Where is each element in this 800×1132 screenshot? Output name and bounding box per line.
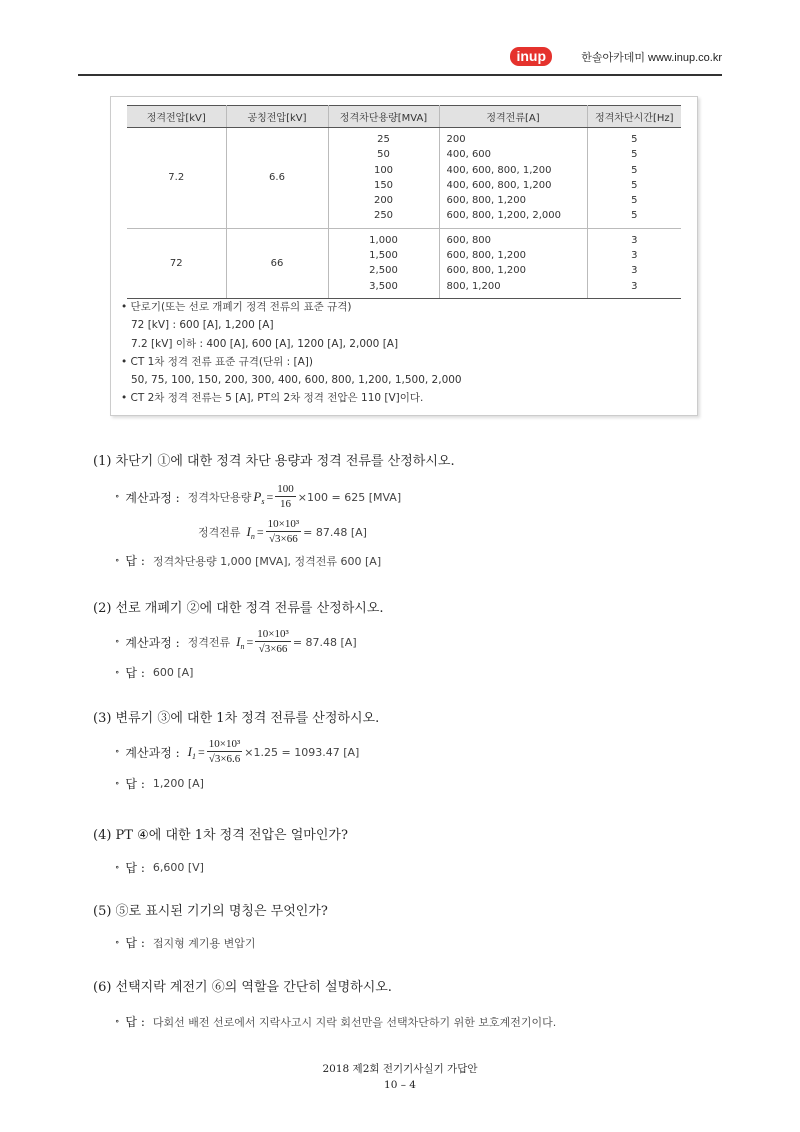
note-line: • 단로기(또는 선로 개폐기 정격 전류의 표준 규격) — [121, 301, 352, 313]
question-title: (2) 선로 개폐기 ②에 대한 정격 전류를 산정하시오. — [93, 601, 384, 616]
page-header — [78, 44, 722, 76]
time-value: 5 — [631, 134, 638, 145]
time-value: 3 — [631, 265, 638, 277]
formula-variable: $I_n$ — [246, 523, 255, 541]
question-title: (1) 차단기 ①에 대한 정격 차단 용량과 정격 전류를 산정하시오. — [93, 454, 455, 469]
formula-result: = 87.48 [A] — [303, 525, 367, 539]
capacity-value: 50 — [377, 149, 390, 161]
answer-line — [115, 552, 381, 569]
time-cell — [587, 128, 681, 229]
capacity-value: 25 — [377, 134, 390, 145]
calc-line: ∘ 계산과정 : 정격차단용량 $P_s$ = $\frac{100}{16}$ ×100 = 625 [MVA] — [115, 483, 402, 510]
time-cell — [587, 228, 681, 298]
capacity-value: 200 — [373, 195, 394, 207]
answer-text: 접지형 계기용 변압기 — [152, 936, 256, 950]
rating-table — [127, 105, 681, 299]
calc-line: ∘ 계산과정 : $I_1$ = $\frac{\text{10×10³}}{√3\times 6.6}$ ×1.25 = 1093.47 [A] — [115, 738, 360, 765]
answer-text: 6,600 [V] — [152, 861, 204, 874]
table-header: 정격전류[A] — [439, 106, 587, 128]
bullet-icon: ∘ — [115, 862, 120, 873]
answer-label: 답 : — [125, 554, 145, 568]
reference-box — [110, 96, 698, 416]
brand-text: 한솔아카데미 www.inup.co.kr — [581, 52, 722, 64]
current-value: 600, 800 — [446, 234, 492, 246]
capacity-value: 1,500 — [369, 250, 398, 262]
notes-list — [121, 298, 462, 408]
capacity-cell — [328, 128, 439, 229]
calc-name: 정격전류 — [187, 636, 231, 649]
current-value: 400, 600, 800, 1,200 — [446, 164, 552, 176]
table-header-row — [127, 106, 681, 128]
time-value: 3 — [631, 250, 638, 262]
capacity-value: 250 — [373, 210, 394, 222]
bullet-icon: ∘ — [115, 667, 120, 678]
question-title: (3) 변류기 ③에 대한 1차 정격 전류를 산정하시오. — [93, 711, 380, 726]
formula-result: = 87.48 [A] — [292, 635, 357, 649]
table-header: 정격차단시간[Hz] — [587, 106, 681, 128]
answer-line — [115, 1013, 556, 1030]
bullet-icon: ∘ — [115, 778, 120, 789]
time-value: 3 — [631, 234, 638, 246]
answer-label: 답 : — [125, 1015, 145, 1029]
current-value: 200 — [446, 134, 466, 145]
question-title: (5) ⑤로 표시된 기기의 명칭은 무엇인가? — [93, 904, 328, 919]
nominal-voltage-cell: 66 — [226, 228, 328, 298]
note-line: 50, 75, 100, 150, 200, 300, 400, 600, 800, 1,200, 1,500, 2,000 — [131, 374, 462, 387]
answer-line — [115, 859, 204, 876]
time-value: 5 — [631, 179, 638, 191]
question-title: (4) PT ④에 대한 1차 정격 전압은 얼마인가? — [93, 828, 348, 843]
bullet-icon: ∘ — [115, 555, 120, 566]
calc-label: 계산과정 : — [125, 635, 180, 650]
page-number: 10 – 4 — [384, 1079, 416, 1091]
table-header: 정격전압[kV] — [127, 106, 226, 128]
time-value: 5 — [631, 210, 638, 222]
current-cell — [439, 128, 587, 229]
formula-variable: $P_s$ — [253, 488, 265, 506]
bullet-icon: ∘ — [115, 747, 120, 757]
formula-variable: $I_n$ — [236, 633, 245, 651]
time-value: 5 — [631, 164, 638, 176]
time-value: 5 — [631, 195, 638, 207]
calc-line: ∘ 계산과정 : 정격전류 $I_n$ = $\frac{\text{10×10³}}{√3\times 66}$ = 87.48 [A] — [115, 628, 357, 655]
table-row — [127, 128, 681, 229]
calc-label: 계산과정 : — [125, 745, 180, 760]
formula-fraction: $\frac{\text{10×10³}}{√3\times 6.6}$ — [208, 738, 241, 765]
capacity-cell — [328, 228, 439, 298]
answer-label: 답 : — [125, 777, 145, 791]
note-line: • CT 2차 정격 전류는 5 [A], PT의 2차 정격 전압은 110 [V]이다. — [121, 392, 424, 405]
nominal-voltage-cell: 6.6 — [226, 128, 328, 229]
current-value: 600, 800, 1,200 — [446, 265, 527, 277]
table-row — [127, 228, 681, 298]
bullet-icon: ∘ — [115, 492, 120, 502]
capacity-value: 2,500 — [369, 265, 398, 277]
capacity-value: 1,000 — [369, 234, 398, 246]
answer-line — [115, 934, 256, 951]
answer-text: 1,200 [A] — [152, 777, 204, 790]
rated-voltage-cell: 7.2 — [127, 128, 226, 229]
current-value: 400, 600 — [446, 149, 492, 161]
note-line: • CT 1차 정격 전류 표준 규격(단위 : [A]) — [121, 355, 313, 368]
current-value: 600, 800, 1,200, 2,000 — [446, 210, 562, 222]
answer-line — [115, 664, 193, 681]
formula-fraction: $\frac{100}{16}$ — [277, 483, 294, 510]
answer-line — [115, 775, 204, 792]
calc-line: 정격전류 $I_n$ = $\frac{\text{10×10³}}{√3\times 66}$ = 87.48 [A] — [198, 518, 367, 545]
time-value: 5 — [631, 149, 638, 161]
answer-label: 답 : — [125, 861, 145, 875]
formula-result: ×100 = 625 [MVA] — [297, 490, 402, 504]
answer-text: 정격차단용량 1,000 [MVA], 정격전류 600 [A] — [152, 554, 382, 568]
calc-label: 계산과정 : — [125, 490, 180, 505]
formula-fraction: $\frac{\text{10×10³}}{√3\times 66}$ — [257, 628, 289, 655]
note-line: 72 [kV] : 600 [A], 1,200 [A] — [131, 319, 274, 332]
answer-label: 답 : — [125, 936, 145, 950]
note-line: 7.2 [kV] 이하 : 400 [A], 600 [A], 1200 [A], 2,000 [A] — [131, 337, 399, 350]
answer-text: 다회선 배전 선로에서 지락사고시 지락 회선만을 선택차단하기 위한 보호계전기이다. — [152, 1015, 557, 1029]
inup-logo: inup — [510, 47, 552, 66]
bullet-icon: ∘ — [115, 937, 120, 948]
capacity-value: 150 — [373, 179, 394, 191]
calc-name: 정격전류 — [198, 526, 241, 539]
current-cell — [439, 228, 587, 298]
rated-voltage-cell: 72 — [127, 228, 226, 298]
formula-fraction: $\frac{\text{10×10³}}{√3\times 66}$ — [267, 518, 300, 545]
current-value: 600, 800, 1,200 — [446, 195, 527, 207]
footer-title: 2018 제2회 전기기사실기 가답안 — [322, 1063, 478, 1075]
formula-result: ×1.25 = 1093.47 [A] — [244, 745, 360, 759]
table-header: 정격차단용량[MVA] — [328, 106, 439, 128]
bullet-icon: ∘ — [115, 637, 120, 647]
time-value: 3 — [631, 280, 638, 292]
current-value: 400, 600, 800, 1,200 — [446, 179, 552, 191]
question-title: (6) 선택지락 계전기 ⑥의 역할을 간단히 설명하시오. — [93, 980, 392, 995]
capacity-value: 100 — [373, 164, 394, 176]
answer-label: 답 : — [125, 666, 145, 680]
calc-name: 정격차단용량 — [187, 491, 252, 504]
current-value: 600, 800, 1,200 — [446, 250, 527, 262]
table-header: 공칭전압[kV] — [226, 106, 328, 128]
current-value: 800, 1,200 — [446, 280, 501, 292]
capacity-value: 3,500 — [369, 280, 398, 292]
bullet-icon: ∘ — [115, 1016, 120, 1027]
answer-text: 600 [A] — [152, 666, 194, 679]
formula-variable: $I_1$ — [187, 743, 196, 761]
